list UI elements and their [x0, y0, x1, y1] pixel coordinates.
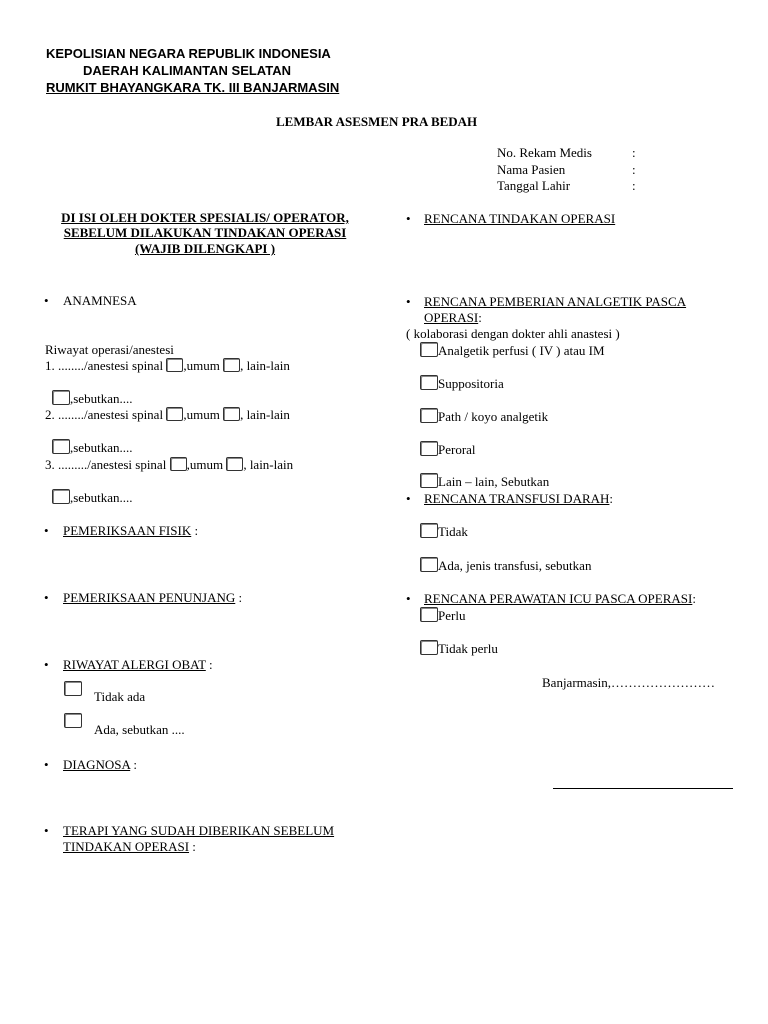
rencana-transfusi-label: RENCANA TRANSFUSI DARAH: [424, 491, 610, 506]
option-label: Peroral: [438, 442, 476, 457]
instruction-line-1: DI ISI OLEH DOKTER SPESIALIS/ OPERATOR,: [61, 210, 349, 225]
rekam-medis-label: No. Rekam Medis: [497, 145, 592, 160]
option-label: Tidak perlu: [438, 641, 498, 656]
sebutkan-label: ,sebutkan....: [70, 391, 133, 406]
riwayat-row-number: 3. ........./anestesi spinal: [45, 457, 167, 472]
bullet: •: [44, 293, 49, 308]
terapi-colon: :: [189, 839, 196, 854]
checkbox-umum[interactable]: [166, 407, 183, 421]
checkbox-box[interactable]: [64, 713, 82, 728]
checkbox-box[interactable]: [420, 473, 438, 488]
rencana-analgetik-label-line-1: RENCANA PEMBERIAN ANALGETIK PASCA: [424, 294, 687, 309]
tanggal-lahir-colon: :: [632, 178, 636, 193]
option-label: Ada, jenis transfusi, sebutkan: [438, 558, 592, 573]
rencana-tindakan-label: RENCANA TINDAKAN OPERASI: [424, 211, 616, 226]
checkbox-box[interactable]: [420, 557, 438, 572]
header-line-1: KEPOLISIAN NEGARA REPUBLIK INDONESIA: [46, 46, 331, 61]
riwayat-row-number: 1. ......../anestesi spinal: [45, 358, 164, 373]
rekam-medis-colon: :: [632, 145, 636, 160]
riwayat-row-2-sebutkan: [52, 439, 132, 456]
riwayat-row-number: 2. ......../anestesi spinal: [45, 407, 164, 422]
tidak-ada-label: Tidak ada: [94, 689, 146, 704]
signature-line: [553, 788, 733, 789]
terapi-label-line-1: TERAPI YANG SUDAH DIBERIKAN SEBELUM: [63, 823, 335, 838]
checkbox-umum[interactable]: [170, 457, 187, 471]
checkbox-umum[interactable]: [166, 358, 183, 372]
checkbox-lain-lain[interactable]: [223, 358, 240, 372]
rencana-icu-label: RENCANA PERAWATAN ICU PASCA OPERASI: [424, 591, 693, 606]
header-line-3: RUMKIT BHAYANGKARA TK. III BANJARMASIN: [46, 80, 340, 95]
bullet: •: [44, 823, 49, 838]
bullet: •: [406, 591, 411, 606]
sebutkan-label: ,sebutkan....: [70, 490, 133, 505]
icu-option-2: [420, 640, 498, 657]
pemeriksaan-penunjang-heading: [63, 590, 242, 606]
instruction-line-2: SEBELUM DILAKUKAN TINDAKAN OPERASI: [63, 225, 347, 240]
riwayat-alergi-label: RIWAYAT ALERGI OBAT: [63, 657, 206, 672]
riwayat-row-1: [45, 358, 290, 374]
checkbox-box[interactable]: [420, 375, 438, 390]
option-label: Perlu: [438, 608, 466, 623]
rencana-analgetik-colon: :: [478, 310, 482, 325]
rencana-icu-colon: :: [692, 591, 696, 606]
checkbox-box[interactable]: [420, 342, 438, 357]
pemeriksaan-fisik-heading: [63, 523, 198, 539]
option-label: Tidak: [438, 524, 468, 539]
lain-lain-label: , lain-lain: [240, 407, 290, 422]
anamnesa-label: ANAMNESA: [63, 293, 137, 308]
diagnosa-label: DIAGNOSA: [63, 757, 131, 772]
analgetik-option-4: [420, 441, 476, 458]
document-title: LEMBAR ASESMEN PRA BEDAH: [276, 114, 478, 129]
diagnosa-heading: [63, 757, 137, 773]
bullet: •: [44, 757, 49, 772]
pemeriksaan-fisik-label: PEMERIKSAAN FISIK: [63, 523, 192, 538]
umum-label: ,umum: [183, 358, 220, 373]
analgetik-option-1: [420, 342, 605, 359]
checkbox-box[interactable]: [420, 607, 438, 622]
umum-label: ,umum: [183, 407, 220, 422]
rencana-analgetik-label-line-2: OPERASI: [424, 310, 479, 325]
riwayat-row-3-sebutkan: [52, 489, 132, 506]
riwayat-alergi-heading: [63, 657, 213, 673]
riwayat-row-1-sebutkan: [52, 390, 132, 407]
rencana-icu-heading: [424, 591, 696, 607]
bullet: •: [406, 491, 411, 506]
rencana-transfusi-heading: [424, 491, 613, 507]
checkbox-box[interactable]: [420, 441, 438, 456]
terapi-heading-line-2: [63, 839, 196, 855]
analgetik-option-5: [420, 473, 549, 490]
header-line-2: DAERAH KALIMANTAN SELATAN: [83, 63, 291, 78]
lain-lain-label: , lain-lain: [243, 457, 294, 472]
sebutkan-label: ,sebutkan....: [70, 440, 133, 455]
pemeriksaan-penunjang-label: PEMERIKSAAN PENUNJANG: [63, 590, 236, 605]
option-label: Suppositoria: [438, 376, 504, 391]
pemeriksaan-fisik-colon: :: [191, 523, 199, 538]
nama-pasien-colon: :: [632, 162, 636, 177]
bullet: •: [406, 294, 411, 309]
rencana-transfusi-colon: :: [609, 491, 614, 506]
diagnosa-colon: :: [130, 757, 138, 772]
option-label: Analgetik perfusi ( IV ) atau IM: [438, 343, 605, 358]
lain-lain-label: , lain-lain: [240, 358, 290, 373]
checkbox-box[interactable]: [64, 681, 82, 696]
kolaborasi-note: ( kolaborasi dengan dokter ahli anastesi ): [406, 326, 620, 341]
pemeriksaan-penunjang-colon: :: [235, 590, 243, 605]
transfusi-option-2: [420, 557, 591, 574]
option-label: Path / koyo analgetik: [438, 409, 549, 424]
analgetik-option-2: [420, 375, 504, 392]
terapi-label-line-2: TINDAKAN OPERASI: [63, 839, 190, 854]
icu-option-1: [420, 607, 465, 624]
bullet: •: [406, 211, 411, 226]
checkbox-box[interactable]: [420, 640, 438, 655]
bullet: •: [44, 657, 49, 672]
checkbox-tidak-ada-alergi[interactable]: [64, 681, 82, 699]
analgetik-option-3: [420, 408, 548, 425]
bullet: •: [44, 523, 49, 538]
riwayat-row-3: [45, 457, 293, 473]
riwayat-operasi-title: Riwayat operasi/anestesi: [45, 342, 174, 357]
nama-pasien-label: Nama Pasien: [497, 162, 566, 177]
transfusi-option-1: [420, 523, 468, 540]
riwayat-row-2: [45, 407, 290, 423]
checkbox-sebutkan[interactable]: [52, 390, 70, 405]
checkbox-box[interactable]: [420, 523, 438, 538]
instruction-line-3: (WAJIB DILENGKAPI ): [134, 241, 276, 256]
riwayat-alergi-colon: :: [205, 657, 213, 672]
ada-sebutkan-label: Ada, sebutkan ....: [94, 722, 185, 737]
checkbox-box[interactable]: [420, 408, 438, 423]
checkbox-ada-alergi[interactable]: [64, 713, 82, 731]
checkbox-lain-lain[interactable]: [223, 407, 240, 421]
checkbox-lain-lain[interactable]: [226, 457, 243, 471]
tanggal-lahir-label: Tanggal Lahir: [497, 178, 571, 193]
checkbox-sebutkan[interactable]: [52, 439, 70, 454]
checkbox-sebutkan[interactable]: [52, 489, 70, 504]
place-date: Banjarmasin,……………………: [542, 675, 715, 690]
option-label: Lain – lain, Sebutkan: [438, 474, 550, 489]
bullet: •: [44, 590, 49, 605]
umum-label: ,umum: [186, 457, 224, 472]
rencana-analgetik-heading-line-2: [424, 310, 482, 326]
